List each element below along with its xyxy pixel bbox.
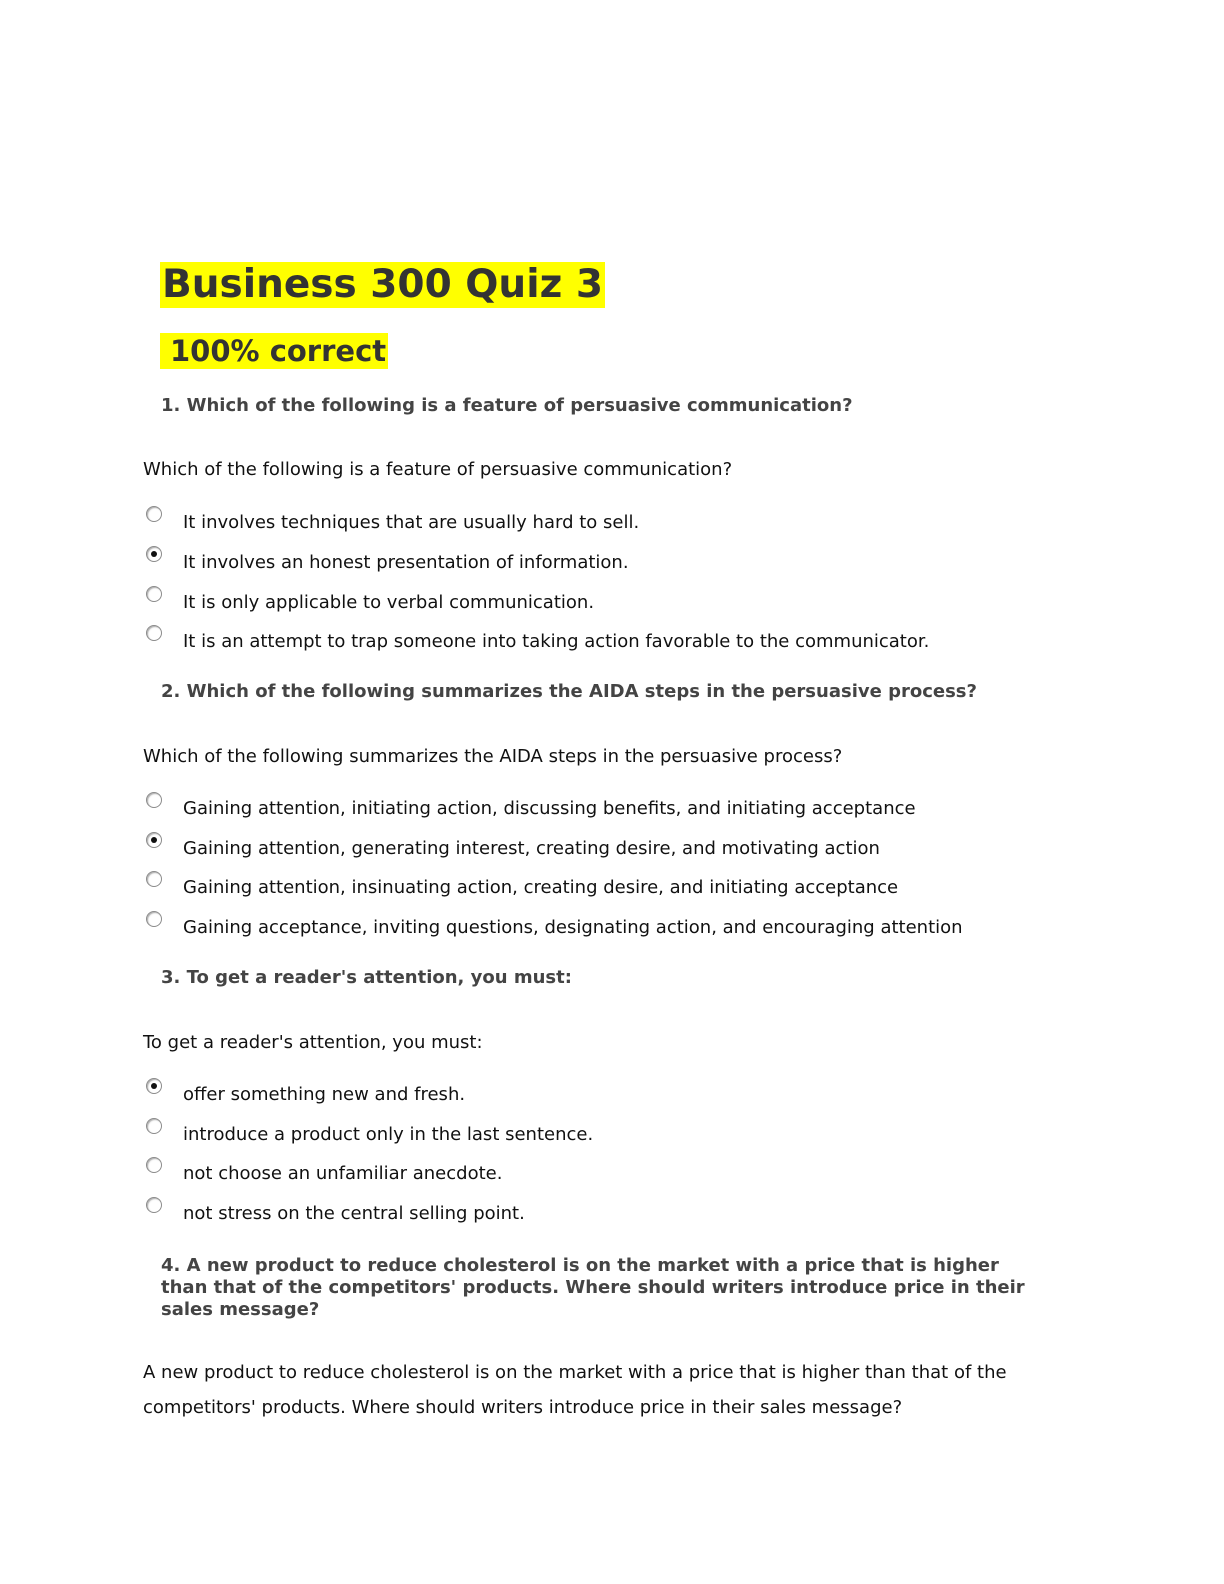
radio-button-icon[interactable] [146,792,162,808]
radio-button-icon[interactable] [146,1118,162,1134]
question-2-option-1[interactable] [143,792,1043,832]
option-label: not stress on the central selling point. [183,1203,525,1224]
question-1-option-3[interactable] [143,586,1043,626]
option-label: not choose an unfamiliar anecdote. [183,1163,503,1184]
option-label: Gaining attention, generating interest, creating desire, and motivating action [183,838,880,859]
question-3-heading: 3. To get a reader's attention, you must: [161,967,572,988]
question-1-text: Which of the following is a feature of persuasive communication? [143,459,733,480]
question-1-option-1[interactable] [143,506,1043,546]
radio-button-icon[interactable] [146,911,162,927]
option-label: It is an attempt to trap someone into taking action favorable to the communicator. [183,631,930,652]
question-3-option-1[interactable] [143,1078,1043,1118]
radio-button-icon[interactable] [146,586,162,602]
score-heading: 100% correct [160,333,388,369]
question-1-option-4[interactable] [143,625,1043,665]
option-label: Gaining attention, initiating action, discussing benefits, and initiating acceptance [183,798,916,819]
question-2-heading: 2. Which of the following summarizes the AIDA steps in the persuasive process? [161,681,977,702]
question-4-heading: 4. A new product to reduce cholesterol is on the market with a price that is higher than that of the competitors' products. Where should writers introduce price in their sales message? [161,1255,1025,1320]
option-label: It is only applicable to verbal communication. [183,592,595,613]
radio-button-selected-icon[interactable] [146,832,162,848]
page-title: Business 300 Quiz 3 [162,262,603,307]
question-3-text: To get a reader's attention, you must: [143,1032,483,1053]
question-2-option-2[interactable] [143,832,1043,872]
option-label: Gaining attention, insinuating action, creating desire, and initiating acceptance [183,877,899,898]
radio-button-icon[interactable] [146,625,162,641]
radio-button-icon[interactable] [146,506,162,522]
question-1-heading: 1. Which of the following is a feature of persuasive communication? [161,395,853,416]
radio-button-selected-icon[interactable] [146,1078,162,1094]
option-label: introduce a product only in the last sentence. [183,1124,594,1145]
question-1-option-2[interactable] [143,546,1043,586]
option-label: It involves an honest presentation of information. [183,552,629,573]
option-label: Gaining acceptance, inviting questions, designating action, and encouraging attention [183,917,963,938]
question-2-text: Which of the following summarizes the AIDA steps in the persuasive process? [143,746,843,767]
radio-button-icon[interactable] [146,1157,162,1173]
question-3-option-2[interactable] [143,1118,1043,1158]
radio-button-icon[interactable] [146,871,162,887]
question-3-option-3[interactable] [143,1157,1043,1197]
option-label: It involves techniques that are usually hard to sell. [183,512,640,533]
question-2-option-3[interactable] [143,871,1043,911]
radio-button-icon[interactable] [146,1197,162,1213]
question-2-option-4[interactable] [143,911,1043,951]
question-3-option-4[interactable] [143,1197,1043,1237]
question-4-text: A new product to reduce cholesterol is on the market with a price that is higher than that of the competitors' products. Where should writers introduce price in their sales message? [143,1362,1007,1418]
option-label: offer something new and fresh. [183,1084,466,1105]
radio-button-selected-icon[interactable] [146,546,162,562]
